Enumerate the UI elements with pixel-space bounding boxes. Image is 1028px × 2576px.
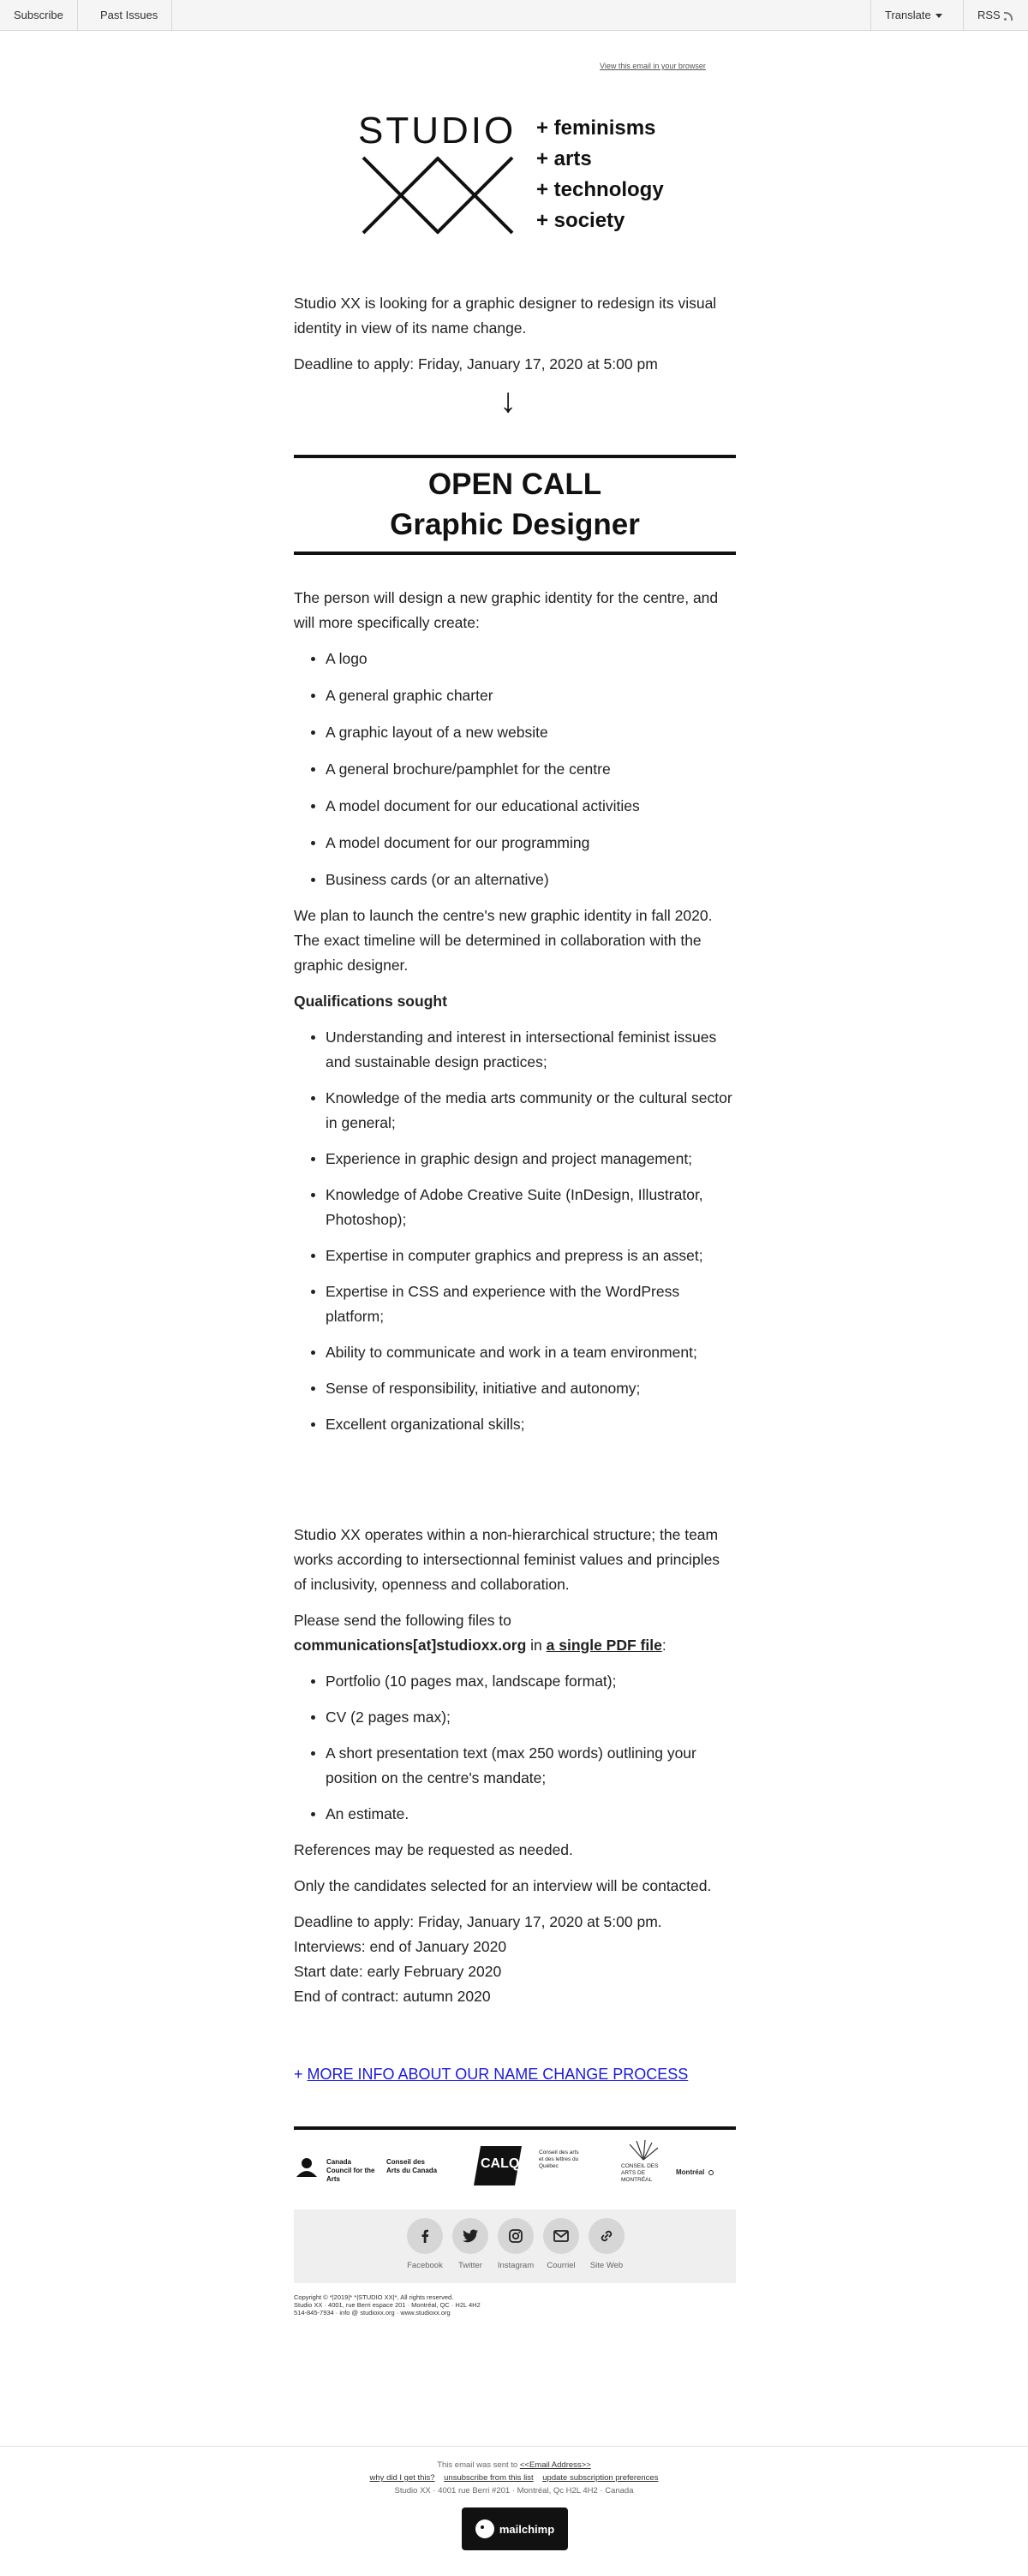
- launch-paragraph: We plan to launch the centre's new graphic identity in fall 2020. The exact timeline will be determined in collaboration with the graphic designer.: [294, 907, 713, 974]
- past-issues-link[interactable]: [87, 0, 172, 31]
- more-info-link[interactable]: [294, 2066, 688, 2084]
- translate-label: Translate: [885, 9, 931, 21]
- calq-text: Conseil des arts et des lettres du Québec: [539, 2150, 579, 2169]
- list-item: Knowledge of the media arts community or the cultural sector in general;: [294, 1086, 736, 1136]
- send-suffix: :: [661, 1637, 666, 1654]
- mailchimp-icon: [475, 2519, 494, 2538]
- mailchimp-label: mailchimp: [499, 2522, 555, 2536]
- send-prefix: Please send the following files to: [294, 1612, 511, 1629]
- list-item: An estimate.: [294, 1802, 736, 1827]
- list-item: A model document for our programming: [294, 831, 736, 856]
- copyright-line: Copyright © *|2019|* *|STUDIO XX|*, All rights reserved.: [294, 2293, 454, 2301]
- social-label: Facebook: [407, 2261, 443, 2270]
- studio-xx-logo: [358, 110, 684, 238]
- send-pdf: a single PDF file: [546, 1637, 662, 1654]
- body-section: [294, 586, 736, 1437]
- list-item: A model document for our educational activities: [294, 794, 736, 819]
- calq-wordmark: CALQ: [481, 2156, 520, 2171]
- list-item: A short presentation text (max 250 words) outlining your position on the centre's mandate;: [294, 1741, 736, 1791]
- list-item: Understanding and interest in intersectional feminist issues and sustainable design practices;: [294, 1025, 736, 1075]
- past-issues-label: Past Issues: [100, 9, 158, 21]
- social-facebook[interactable]: [403, 2218, 447, 2270]
- schedule-line: End of contract: autumn 2020: [294, 1988, 491, 2005]
- candidates-paragraph: Only the candidates selected for an interview will be contacted.: [294, 1877, 712, 1894]
- montreal-wordmark: Montréal: [676, 2168, 705, 2176]
- canada-council-icon: [294, 2156, 320, 2179]
- list-item: Sense of responsibility, initiative and autonomy;: [294, 1376, 736, 1401]
- footer-links: [0, 2473, 1028, 2483]
- list-item: A general brochure/pamphlet for the centre: [294, 757, 736, 782]
- why-link[interactable]: why did I get this?: [369, 2473, 435, 2483]
- subscribe-link[interactable]: [0, 0, 78, 31]
- cam-text: CONSEIL DES ARTS DE MONTRÉAL: [621, 2163, 659, 2183]
- sent-to-address[interactable]: <<Email Address>>: [519, 2460, 591, 2470]
- social-twitter[interactable]: [448, 2218, 493, 2270]
- funders-logos: [294, 2134, 736, 2196]
- references-paragraph: References may be requested as needed.: [294, 1841, 573, 1858]
- subscribe-label: Subscribe: [14, 9, 63, 21]
- montreal-rosette-icon: [708, 2170, 714, 2175]
- cam-icon: [626, 2139, 660, 2162]
- qualifications-heading: Qualifications sought: [294, 993, 447, 1010]
- intro-section: [294, 291, 736, 377]
- intro-deadline: Deadline to apply: Friday, January 17, 2020 at 5:00 pm: [294, 355, 658, 373]
- down-arrow-icon: ↓: [499, 382, 517, 420]
- send-email: communications[at]studioxx.org: [294, 1637, 527, 1654]
- structure-paragraph: Studio XX operates within a non-hierarchical structure; the team works according to intersectionnal feminist values and principles of inclusivity, openness and collaboration.: [294, 1526, 720, 1593]
- email-icon: [543, 2218, 579, 2254]
- list-item: A general graphic charter: [294, 683, 736, 708]
- list-item: A graphic layout of a new website: [294, 720, 736, 745]
- social-instagram[interactable]: [493, 2218, 538, 2270]
- headline-top-rule: [294, 455, 736, 458]
- sent-to-line: [0, 2460, 1028, 2470]
- more-info-label: MORE INFO ABOUT OUR NAME CHANGE PROCESS: [307, 2066, 689, 2083]
- headline-line2: Graphic Designer: [390, 508, 640, 541]
- copyright-block: [294, 2293, 481, 2317]
- calq-logo: [472, 2144, 523, 2187]
- schedule: [294, 1910, 736, 2009]
- instagram-icon: [498, 2218, 534, 2254]
- list-item: Portfolio (10 pages max, landscape format);: [294, 1669, 736, 1694]
- social-bar: [294, 2209, 736, 2283]
- twitter-icon: [452, 2218, 488, 2254]
- body-section-2: [294, 1523, 736, 2009]
- create-list: [294, 647, 736, 892]
- view-in-browser-link[interactable]: View this email in your browser: [600, 62, 706, 70]
- headline: [294, 464, 736, 545]
- social-label: Instagram: [497, 2261, 535, 2270]
- logo-tag: + society: [536, 209, 625, 232]
- list-item: Excellent organizational skills;: [294, 1412, 736, 1437]
- footer-divider: [0, 2446, 1028, 2447]
- copyright-address: Studio XX · 4001, rue Berri espace 201 · Montréal, QC · H2L 4H2: [294, 2301, 481, 2309]
- canada-council-en: Canada Council for the Arts: [326, 2158, 375, 2183]
- rss-link[interactable]: [963, 0, 1026, 31]
- headline-bottom-rule: [294, 552, 736, 555]
- link-icon: [589, 2218, 625, 2254]
- rss-icon: [1004, 12, 1013, 21]
- headline-line1: OPEN CALL: [427, 468, 602, 501]
- qualifications-list: [294, 1025, 736, 1437]
- xx-mark-icon: [362, 156, 516, 235]
- logo-tags: [536, 113, 664, 236]
- list-item: Expertise in computer graphics and prepress is an asset;: [294, 1243, 736, 1268]
- logo-tag: + feminisms: [536, 116, 656, 140]
- copyright-contact: 514-845-7934 · info @ studioxx.org · www.studioxx.org: [294, 2309, 451, 2317]
- social-label: Site Web: [589, 2261, 624, 2270]
- list-item: Expertise in CSS and experience with the WordPress platform;: [294, 1279, 736, 1329]
- send-in: in: [530, 1637, 542, 1654]
- social-label: Twitter: [458, 2261, 482, 2270]
- logo-tag: + technology: [536, 178, 664, 201]
- schedule-line: Interviews: end of January 2020: [294, 1938, 507, 1955]
- facebook-icon: [407, 2218, 443, 2254]
- list-item: Experience in graphic design and project management;: [294, 1147, 736, 1172]
- chevron-down-icon: [935, 14, 942, 18]
- rss-label: RSS: [977, 9, 1001, 21]
- canada-council-fr: Conseil des Arts du Canada: [386, 2158, 438, 2174]
- files-list: [294, 1669, 736, 1827]
- funders-rule: [294, 2126, 736, 2130]
- send-paragraph: [294, 1608, 736, 1658]
- translate-dropdown[interactable]: [870, 0, 956, 31]
- more-info-plus: +: [294, 2066, 303, 2083]
- list-item: CV (2 pages max);: [294, 1705, 736, 1730]
- top-nav-bar: [0, 0, 1028, 31]
- list-item: Ability to communicate and work in a team environment;: [294, 1340, 736, 1365]
- list-item: A logo: [294, 647, 736, 671]
- social-website[interactable]: [584, 2218, 629, 2270]
- mailchimp-badge[interactable]: [462, 2507, 568, 2550]
- logo-wordmark: STUDIO: [358, 110, 517, 152]
- list-item: Business cards (or an alternative): [294, 868, 736, 892]
- schedule-line: Deadline to apply: Friday, January 17, 2020 at 5:00 pm.: [294, 1913, 662, 1930]
- sent-to-prefix: This email was sent to: [437, 2460, 518, 2470]
- schedule-line: Start date: early February 2020: [294, 1963, 502, 1980]
- logo-tag: + arts: [536, 147, 592, 170]
- footer-address: Studio XX · 4001 rue Berri #201 · Montréal, Qc H2L 4H2 · Canada: [394, 2486, 634, 2496]
- social-label: Courriel: [547, 2261, 576, 2270]
- list-item: Knowledge of Adobe Creative Suite (InDesign, Illustrator, Photoshop);: [294, 1183, 736, 1232]
- unsubscribe-link[interactable]: unsubscribe from this list: [444, 2473, 534, 2483]
- social-email[interactable]: [539, 2218, 583, 2270]
- design-paragraph: The person will design a new graphic identity for the centre, and will more specifically create:: [294, 589, 719, 631]
- montreal-logo: [676, 2168, 714, 2176]
- update-preferences-link[interactable]: update subscription preferences: [542, 2473, 659, 2483]
- intro-paragraph: Studio XX is looking for a graphic designer to redesign its visual identity in view of its name change.: [294, 295, 717, 337]
